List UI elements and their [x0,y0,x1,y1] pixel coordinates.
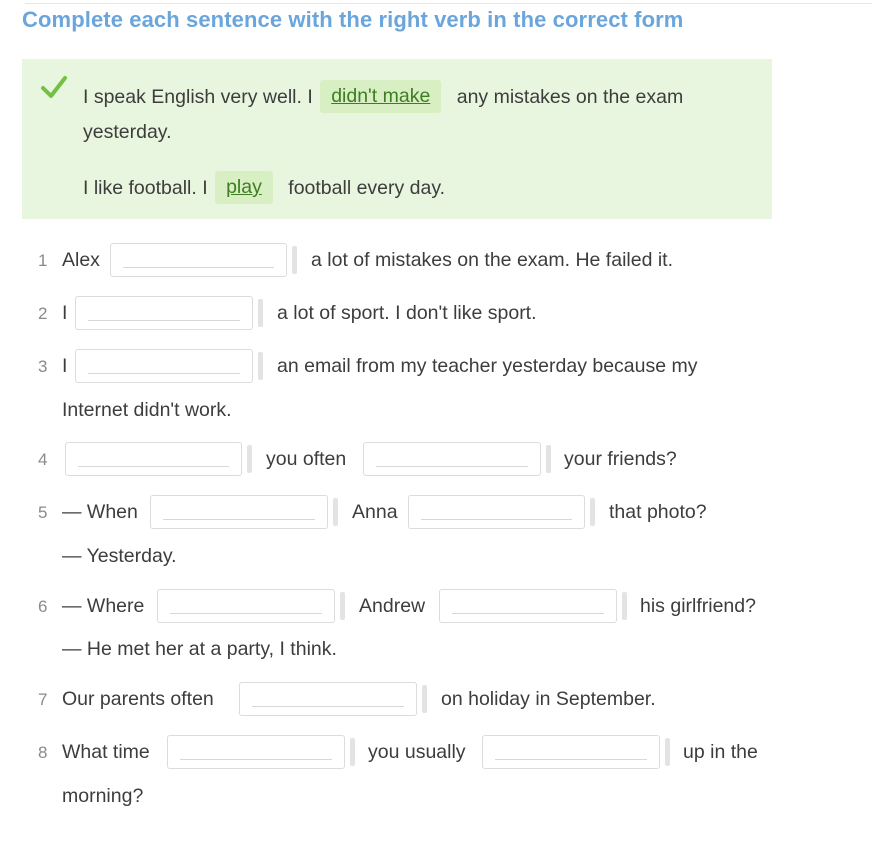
drag-handle[interactable] [350,738,355,766]
drag-handle[interactable] [622,592,627,620]
item-number: 1 [38,251,48,270]
item-text: — Where [62,595,145,617]
answer-input[interactable] [75,349,253,383]
item-text: Andrew [359,595,426,617]
exercise-item-8 [0,735,877,765]
drag-handle[interactable] [422,685,427,713]
drag-handle[interactable] [247,445,252,473]
drag-handle[interactable] [665,738,670,766]
answer-input[interactable] [65,442,242,476]
exercise-item-5 [0,495,877,525]
item-text: I [62,355,68,377]
answer-input[interactable] [110,243,287,277]
item-number: 4 [38,450,48,469]
item-number: 2 [38,304,48,323]
item-text: I [62,302,68,324]
item-text-continuation: — Yesterday. [62,545,177,567]
item-text: an email from my teacher yesterday because my [277,355,698,377]
example-text: I like football. I [83,177,208,199]
answer-input[interactable] [239,682,417,716]
drag-handle[interactable] [333,498,338,526]
answer-input[interactable] [408,495,585,529]
item-text: on holiday in September. [441,688,656,710]
example-box [22,59,772,219]
item-text-continuation: Internet didn't work. [62,399,232,421]
example-text: any mistakes on the exam [456,86,684,108]
item-text: What time [62,741,150,763]
answer-input[interactable] [482,735,660,769]
answer-input[interactable] [167,735,345,769]
example-answer-1: didn't make [320,80,441,113]
drag-handle[interactable] [258,299,263,327]
exercise-item-4 [0,442,877,472]
answer-input[interactable] [150,495,328,529]
item-text: you usually [368,741,466,763]
item-text-continuation: — He met her at a party, I think. [62,638,337,660]
drag-handle[interactable] [292,246,297,274]
exercise-title: Complete each sentence with the right verb in the correct form [22,7,684,32]
drag-handle[interactable] [590,498,595,526]
item-number: 6 [38,597,48,616]
exercise-item-3 [0,349,877,379]
exercise-item-1 [0,243,877,273]
checkmark-icon [40,75,68,101]
item-text: up in the [683,741,758,763]
item-number: 3 [38,357,48,376]
item-text: Anna [352,501,398,523]
answer-input[interactable] [363,442,541,476]
top-divider [25,3,872,4]
item-text: you often [266,448,347,470]
exercise-item-2 [0,296,877,326]
item-text: Our parents often [62,688,214,710]
item-text: Alex [62,249,100,271]
item-text: his girlfriend? [640,595,756,617]
answer-input[interactable] [157,589,335,623]
answer-input[interactable] [439,589,617,623]
item-text: that photo? [609,501,707,523]
example-sentence-2 [83,172,445,205]
example-text: I speak English very well. I [83,86,313,108]
exercise-item-7 [0,682,877,712]
item-number: 7 [38,690,48,709]
item-text: your friends? [564,448,677,470]
item-text: a lot of mistakes on the exam. He failed it. [311,249,674,271]
drag-handle[interactable] [258,352,263,380]
example-sentence-1-cont: yesterday. [83,121,172,143]
drag-handle[interactable] [546,445,551,473]
item-number: 8 [38,743,48,762]
item-text: a lot of sport. I don't like sport. [277,302,537,324]
example-answer-2: play [215,171,273,204]
exercise-item-6 [0,589,877,619]
drag-handle[interactable] [340,592,345,620]
example-sentence-1 [83,81,683,114]
item-number: 5 [38,503,48,522]
item-text-continuation: morning? [62,785,144,807]
example-text: football every day. [288,177,446,199]
answer-input[interactable] [75,296,253,330]
item-text: — When [62,501,138,523]
